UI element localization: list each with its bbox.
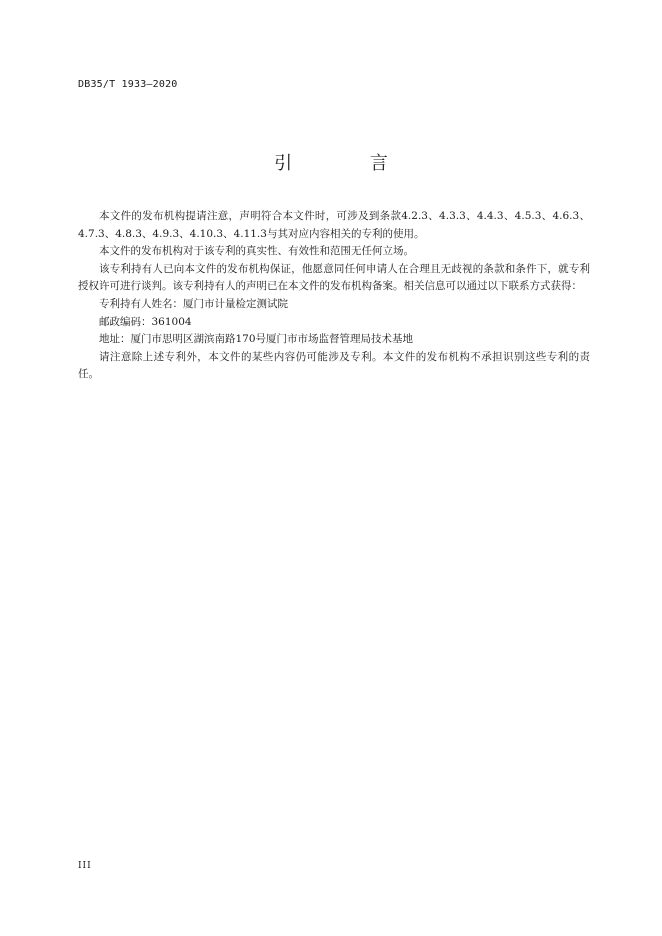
page-number: III: [78, 861, 92, 871]
paragraph-holder-name: 专利持有人姓名：厦门市计量检定测试院: [99, 297, 288, 310]
paragraph-address: 地址：厦门市思明区湖滨南路170号厦门市市场监督管理局技术基地: [99, 333, 414, 346]
standard-code: DB35/T 1933—2020: [78, 79, 178, 90]
paragraph-holder-assurance: 该专利持有人已向本文件的发布机构保证，他愿意同任何申请人在合理且无歧视的条款和条件下，就专利授权许可进行谈判。该专利持有人的声明已在本文件的发布机构备案。相关信息可以通过以下联系方式获得：: [78, 262, 590, 293]
page-title: 引 言: [274, 153, 424, 174]
paragraph-patent-notice: 本文件的发布机构提请注意，声明符合本文件时，可涉及到条款4.2.3、4.3.3、4.4.3、4.5.3、4.6.3、4.7.3、4.8.3、4.9.3、4.10.3、4.11.3与其对应内容相关的专利的使用。: [78, 210, 590, 240]
paragraph-disclaimer: 请注意除上述专利外，本文件的某些内容仍可能涉及专利。本文件的发布机构不承担识别这些专利的责任。: [78, 350, 590, 381]
paragraph-postal-code: 邮政编码：361004: [99, 315, 192, 328]
document-body: [78, 208, 590, 384]
paragraph-no-position: 本文件的发布机构对于该专利的真实性、有效性和范围无任何立场。: [99, 245, 414, 258]
